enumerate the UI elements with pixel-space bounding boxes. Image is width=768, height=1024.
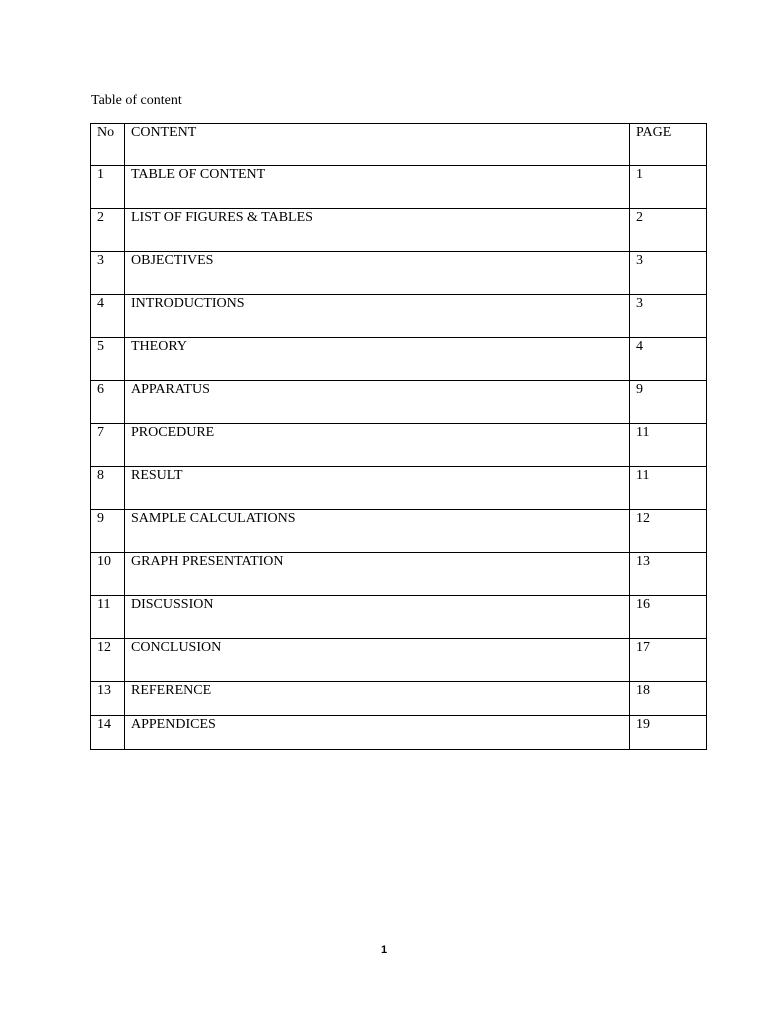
row-content: THEORY	[125, 338, 630, 381]
table-row	[91, 338, 707, 381]
table-row	[91, 553, 707, 596]
row-page: 11	[630, 424, 707, 467]
row-no: 12	[91, 639, 125, 682]
table-row	[91, 467, 707, 510]
row-content: OBJECTIVES	[125, 252, 630, 295]
header-no: No	[91, 124, 125, 166]
row-page: 1	[630, 166, 707, 209]
row-content: INTRODUCTIONS	[125, 295, 630, 338]
document-title: Table of content	[91, 93, 182, 108]
table-row	[91, 716, 707, 750]
row-no: 9	[91, 510, 125, 553]
row-page: 4	[630, 338, 707, 381]
row-no: 1	[91, 166, 125, 209]
table-row	[91, 510, 707, 553]
row-no: 4	[91, 295, 125, 338]
header-page: PAGE	[630, 124, 707, 166]
row-page: 18	[630, 682, 707, 716]
table-row	[91, 596, 707, 639]
table-row	[91, 682, 707, 716]
row-content: LIST OF FIGURES & TABLES	[125, 209, 630, 252]
row-content: DISCUSSION	[125, 596, 630, 639]
table-row	[91, 424, 707, 467]
row-content: REFERENCE	[125, 682, 630, 716]
table-row	[91, 166, 707, 209]
row-page: 13	[630, 553, 707, 596]
row-page: 3	[630, 252, 707, 295]
row-no: 5	[91, 338, 125, 381]
table-row	[91, 295, 707, 338]
row-no: 8	[91, 467, 125, 510]
row-no: 2	[91, 209, 125, 252]
table-of-contents	[90, 123, 707, 750]
row-no: 7	[91, 424, 125, 467]
table-row	[91, 639, 707, 682]
row-no: 11	[91, 596, 125, 639]
row-page: 3	[630, 295, 707, 338]
row-page: 17	[630, 639, 707, 682]
row-page: 19	[630, 716, 707, 750]
page-number: 1	[380, 944, 388, 956]
row-content: TABLE OF CONTENT	[125, 166, 630, 209]
row-content: APPARATUS	[125, 381, 630, 424]
row-content: GRAPH PRESENTATION	[125, 553, 630, 596]
row-no: 14	[91, 716, 125, 750]
row-page: 9	[630, 381, 707, 424]
table-row	[91, 252, 707, 295]
row-content: SAMPLE CALCULATIONS	[125, 510, 630, 553]
row-content: APPENDICES	[125, 716, 630, 750]
row-page: 11	[630, 467, 707, 510]
row-content: CONCLUSION	[125, 639, 630, 682]
header-content: CONTENT	[125, 124, 630, 166]
table-row	[91, 209, 707, 252]
row-page: 2	[630, 209, 707, 252]
row-no: 6	[91, 381, 125, 424]
table-row	[91, 381, 707, 424]
row-content: PROCEDURE	[125, 424, 630, 467]
row-no: 10	[91, 553, 125, 596]
row-content: RESULT	[125, 467, 630, 510]
table-header-row	[91, 124, 707, 166]
row-no: 3	[91, 252, 125, 295]
row-page: 12	[630, 510, 707, 553]
row-no: 13	[91, 682, 125, 716]
row-page: 16	[630, 596, 707, 639]
